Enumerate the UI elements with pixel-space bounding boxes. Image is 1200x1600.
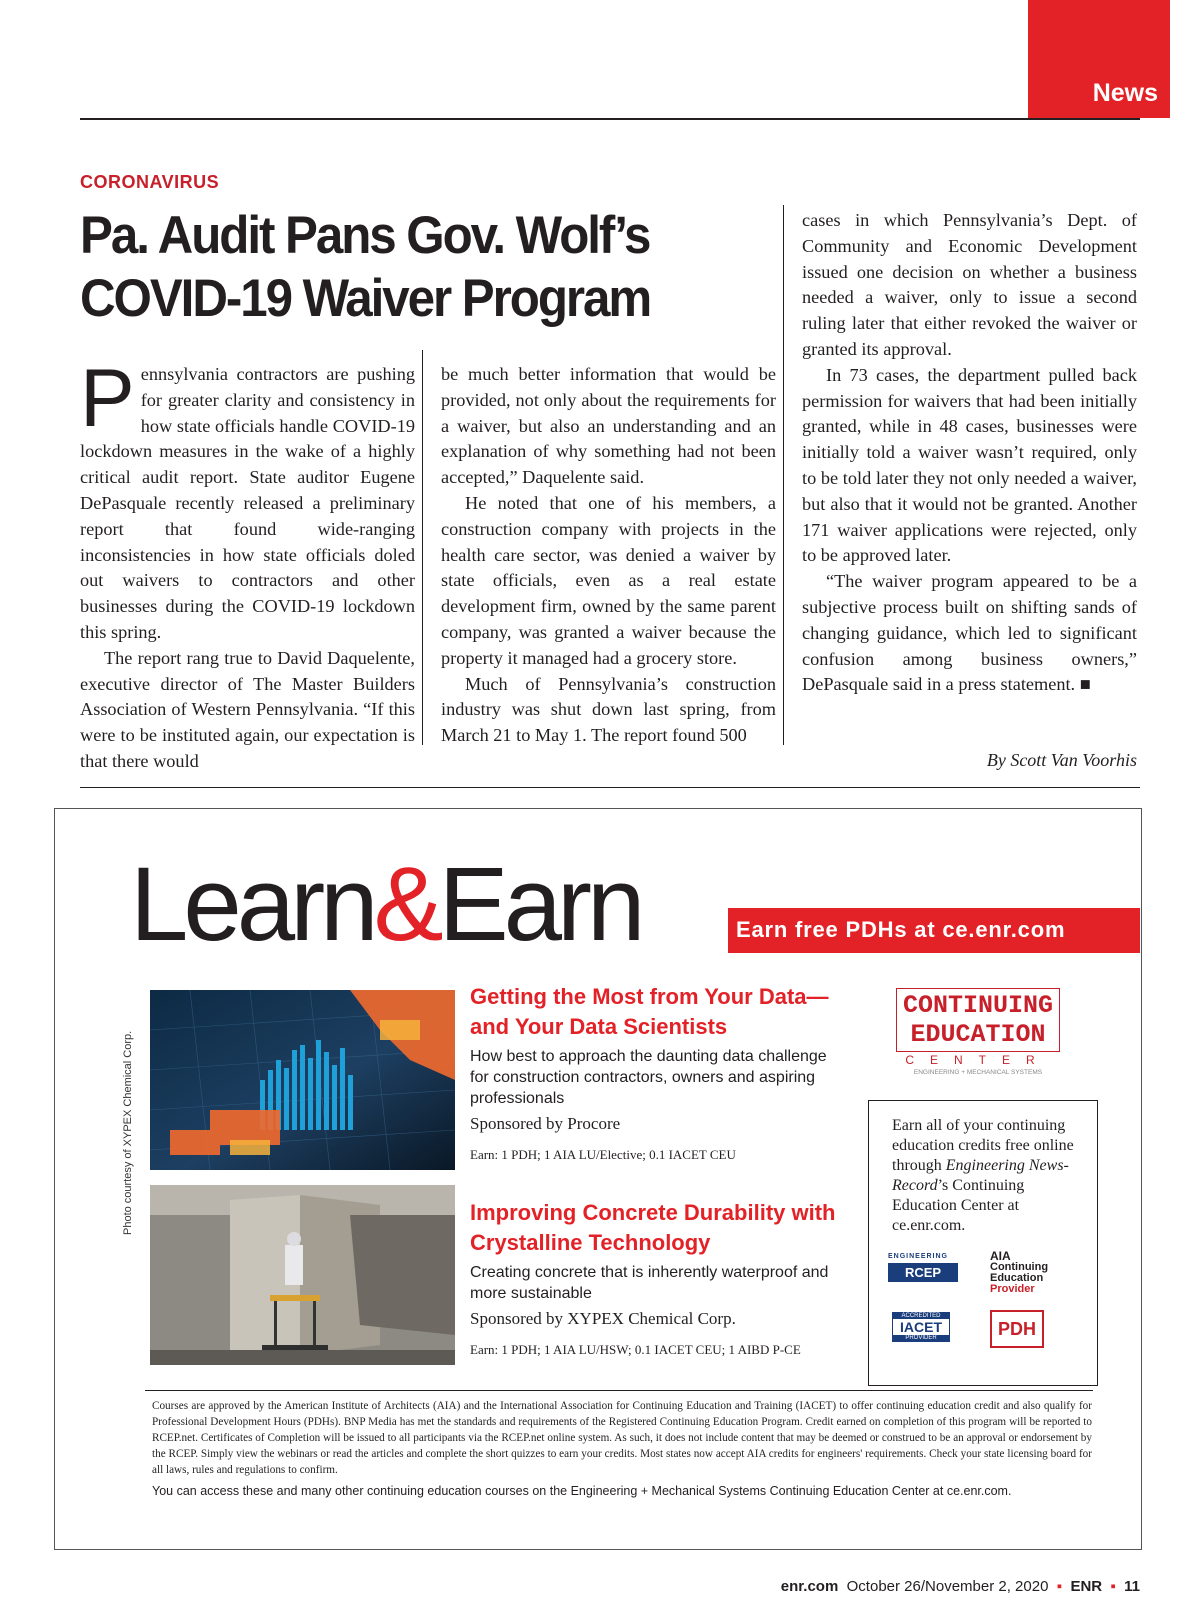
iacet-badge — [892, 1312, 950, 1342]
paragraph-4-continued: cases in which Pennsylvania’s Dept. of Community and Economic Development issued one decision on whether a business needed a waiver, only to issue a second ruling later that either revoked the waiver or granted its approval. — [802, 210, 1137, 359]
byline: By Scott Van Voorhis — [986, 750, 1137, 770]
column-divider — [783, 205, 784, 745]
access-line[interactable]: You can access these and many other continuing education courses on the Engineering + Mechanical Systems Continuing Education Center at ce.enr.com. — [152, 1484, 1012, 1498]
learn-earn-title — [130, 846, 641, 963]
course-1-description: How best to approach the daunting data challenge for construction contractors, owners and aspiring professionals — [470, 1048, 827, 1107]
article-headline: Pa. Audit Pans Gov. Wolf’s COVID-19 Waiver Program — [80, 206, 651, 328]
article-column-2 — [441, 362, 776, 749]
fine-print: Courses are approved by the American Institute of Architects (AIA) and the International Association for Continuing Education and Training (IACET) to offer continuing education credit and also qualify for Professional Development Hours (PDHs). BNP Media has met the standards and requirements of the Registered Continuing Education Program. Credit earned on completion of this program will be reported to RCEP.net. Certificates of Completion will be issued to all participants via the RCEP.net online system. As such, it does not include content that may be deemed or construed to be an approval or endorsement by the RCEP. Simply view the webinars or read the articles and complete the short quizzes to earn your credits. Most states now accept AIA credits for engineers' requirements. Check your state licensing board for all laws, rules and regulations to confirm. — [152, 1400, 1092, 1476]
aia-text-4: Provider — [990, 1283, 1035, 1295]
paragraph-4: Much of Pennsylvania’s construction industry was shut down last spring, from March 21 to May 1. The report found 500 — [441, 673, 776, 746]
footer-site[interactable]: enr.com — [780, 1578, 839, 1595]
logo-line-1: CONTINUING — [902, 991, 1054, 1020]
rcep-label: RCEP — [888, 1263, 958, 1282]
rcep-badge — [888, 1253, 958, 1293]
page-footer — [781, 1578, 1140, 1595]
title-earn: Earn — [438, 846, 641, 963]
course-1-credits: Earn: 1 PDH; 1 AIA LU/Elective; 0.1 IACET CEU — [470, 1147, 736, 1162]
paragraph-2: The report rang true to David Daquelente, executive director of The Master Builders Association of Western Pennsylvania. “If this were to be instituted again, our expectation is that there would — [80, 647, 415, 771]
course-2-title[interactable]: Improving Concrete Durability with Crystalline Technology — [470, 1200, 836, 1255]
header-rule — [80, 118, 1140, 120]
concrete-tank-photo — [150, 1185, 455, 1365]
course-2-sponsor: Sponsored by XYPEX Chemical Corp. — [470, 1309, 736, 1328]
footer-page-number: 11 — [1124, 1578, 1140, 1595]
course-2-description: Creating concrete that is inherently waterproof and more sustainable — [470, 1264, 829, 1302]
course-2-credits: Earn: 1 PDH; 1 AIA LU/HSW; 0.1 IACET CEU; 1 AIBD P-CE — [470, 1342, 801, 1357]
footer-date: October 26/November 2, 2020 — [846, 1578, 1049, 1595]
logo-line-3: CENTER — [905, 1053, 1051, 1067]
iacet-bottom-text: PROVIDER — [893, 1335, 949, 1341]
concrete-worker-image — [150, 1185, 455, 1365]
aia-text-3: Education — [990, 1272, 1044, 1284]
paragraph-3: He noted that one of his members, a construction company with projects in the health care sector, was denied a waiver by state officials, even as a real estate development firm, owned by the same parent company, was granted a waiver because the property it managed had a grocery store. — [441, 492, 776, 668]
pdh-badge: PDH — [990, 1310, 1044, 1348]
course-1-sponsor: Sponsored by Procore — [470, 1114, 621, 1133]
logo-line-2: EDUCATION — [910, 1020, 1046, 1049]
paragraph-1: ennsylvania contractors are pushing for greater clarity and consistency in how state officials handle COVID-19 lockdown measures in the wake of a highly critical audit report. State auditor Eugene DePasquale recently released a preliminary report that found wide-ranging inconsistencies in how state officials doled out waivers to contractors and other businesses during the COVID-19 lockdown this spring. — [80, 364, 415, 642]
drop-cap: P — [80, 353, 135, 444]
pdh-banner[interactable] — [728, 908, 1140, 953]
data-visualization-illustration — [150, 990, 455, 1170]
paragraph-5: In 73 cases, the department pulled back permission for waivers that had been initially granted, while in 48 cases, businesses were initially told a waiver wasn’t required, only to be told later they not only needed a waiver, but also that it would not be granted. Another 171 waiver applications were rejected, only to be approved later. — [802, 364, 1137, 566]
rcep-top-text: ENGINEERING — [888, 1253, 949, 1260]
article-column-3 — [802, 208, 1137, 698]
aia-text-1: AIA — [990, 1249, 1011, 1263]
title-ampersand: & — [373, 846, 439, 963]
logo-line-4: ENGINEERING + MECHANICAL SYSTEMS — [913, 1069, 1043, 1076]
article-kicker: CORONAVIRUS — [80, 172, 220, 192]
ce-info-text — [892, 1116, 1082, 1236]
aia-text-2: Continuing — [990, 1261, 1049, 1273]
aia-provider-badge — [990, 1250, 1070, 1295]
ce-text-1: Earn all of your continuing education credits free online through — [892, 1117, 1074, 1174]
footer-separator: ▪ — [1110, 1578, 1116, 1595]
fine-print-rule — [145, 1390, 1093, 1391]
iacet-top-text: ACCREDITED — [893, 1313, 949, 1319]
course-1-title[interactable]: Getting the Most from Your Data—and Your Data Scientists — [470, 984, 829, 1039]
title-learn: Learn — [130, 846, 374, 963]
iacet-label: IACET — [900, 1319, 942, 1335]
column-divider — [422, 350, 423, 745]
ce-publication: Engineering News-Record — [892, 1157, 1069, 1194]
article-bottom-rule — [80, 787, 1140, 788]
photo-credit: Photo courtesy of XYPEX Chemical Corp. — [122, 1030, 134, 1235]
footer-separator: ▪ — [1056, 1578, 1063, 1595]
section-tab-label: News — [1092, 79, 1158, 107]
paragraph-2-continued: be much better information that would be provided, not only about the requirements for a waiver, but also an understanding and an explanation of why something had not been accepted,” Daquelente said. — [441, 364, 776, 488]
paragraph-6: “The waiver program appeared to be a subjective process built on shifting sands of changing guidance, which led to significant confusion among business owners,” DePasquale said in a press statement. ■ — [802, 571, 1137, 695]
article-column-1 — [80, 353, 415, 775]
pdh-banner-text: Earn free PDHs at ce.enr.com — [736, 917, 1066, 942]
continuing-education-center-logo — [896, 988, 1060, 1076]
footer-publication: ENR — [1070, 1578, 1103, 1595]
section-tab — [1028, 0, 1170, 118]
data-chart-image — [150, 990, 455, 1170]
ce-text-2: ’s Continuing Education Center at ce.enr.com. — [892, 1177, 1025, 1234]
